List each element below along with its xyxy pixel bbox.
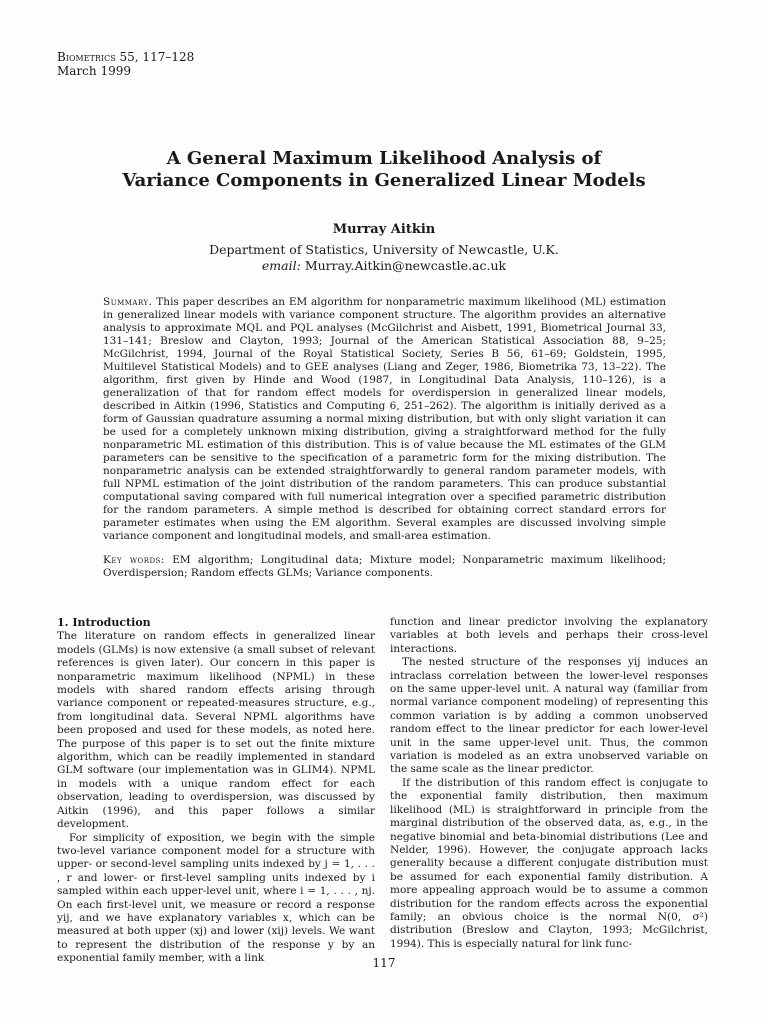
volume-pages: 55, 117–128	[119, 50, 195, 64]
title-line-2: Variance Components in Generalized Linear Models	[122, 170, 646, 191]
paper-title	[100, 148, 668, 192]
section-heading: 1. Introduction	[57, 616, 151, 629]
summary-label: Summary.	[103, 296, 153, 308]
email-label: email:	[261, 258, 301, 273]
author-name: Murray Aitkin	[332, 222, 436, 237]
journal-name: Biometrics	[57, 50, 116, 64]
keywords-label: Key words:	[103, 554, 165, 566]
journal-header	[57, 50, 194, 78]
right-paragraph-1: function and linear predictor involving the explanatory variables at both levels and perhaps their cross-level interactions.	[390, 616, 708, 655]
affiliation-block	[0, 242, 768, 274]
left-column	[57, 616, 375, 966]
affiliation: Department of Statistics, University of Newcastle, U.K.	[209, 242, 559, 257]
left-paragraph-1: The literature on random effects in generalized linear models (GLMs) is now extensive (a small subset of relevant references is given later). Our concern in this paper is nonparametric maximum likelihood (NPML) in these models with shared random effects arising through variance component or repeated-measures structure, e.g., from longitudinal data. Several NPML algorithms have been proposed and used for these models, as noted here. The purpose of this paper is to set out the finite mixture algorithm, which can be readily implemented in standard GLM software (our implementation was in GLIM4). NPML in models with a unique random effect for each observation, leading to overdispersion, was discussed by Aitkin (1996), and this paper follows a similar development.	[57, 630, 375, 831]
issue-date: March 1999	[57, 64, 131, 78]
summary-abstract	[103, 296, 666, 543]
right-column	[390, 616, 708, 951]
page-number: 117	[372, 956, 396, 970]
summary-text: This paper describes an EM algorithm for nonparametric maximum likelihood (ML) estimation in generalized linear models with variance component structure. The algorithm provides an alternative analysis to approximate MQL and PQL analyses (McGilchrist and Aisbett, 1991, Biometrical Journal 33, 131–141; Breslow and Clayton, 1993; Journal of the American Statistical Association 88, 9–25; McGilchrist, 1994, Journal of the Royal Statistical Society, Series B 56, 61–69; Goldstein, 1995, Multilevel Statistical Models) and to GEE analyses (Liang and Zeger, 1986, Biometrika 73, 13–22). The algorithm, first given by Hinde and Wood (1987, in Longitudinal Data Analysis, 110–126), is a generalization of that for random effect models for overdispersion in generalized linear models, described in Aitkin (1996, Statistics and Computing 6, 251–262). The algorithm is initially derived as a form of Gaussian quadrature assuming a normal mixing distribution, but with only slight variation it can be used for a completely unknown mixing distribution, giving a straightforward method for the fully nonparametric ML estimation of this distribution. This is of value because the ML estimates of the GLM parameters can be sensitive to the specification of a parametric form for the mixing distribution. The nonparametric analysis can be extended straightforwardly to general random parameter models, with full NPML estimation of the joint distribution of the random parameters. This can produce substantial computational saving compared with full numerical integration over a specified parametric distribution for the random parameters. A simple method is described for obtaining correct standard errors for parameter estimates when using the EM algorithm. Several examples are discussed involving simple variance component and longitudinal models, and small-area estimation.	[103, 296, 667, 542]
title-line-1: A General Maximum Likelihood Analysis of	[166, 148, 602, 169]
email-address: Murray.Aitkin@newcastle.ac.uk	[304, 258, 507, 273]
keywords	[103, 554, 666, 580]
right-paragraph-3: If the distribution of this random effect is conjugate to the exponential family distribution, then maximum likelihood (ML) is straightforward in principle from the marginal distribution of the observed data, as, e.g., in the negative binomial and beta-binomial distributions (Lee and Nelder, 1996). However, the conjugate approach lacks generality because a different conjugate distribution must be assumed for each exponential family distribution. A more appealing approach would be to assume a common distribution for the random effects across the exponential family; an obvious choice is the normal N(0, σ²) distribution (Breslow and Clayton, 1993; McGilchrist, 1994). This is especially natural for link func-	[390, 776, 708, 950]
keywords-text: EM algorithm; Longitudinal data; Mixture model; Nonparametric maximum likelihood; Overdispersion; Random effects GLMs; Variance components.	[103, 554, 667, 579]
left-paragraph-2: For simplicity of exposition, we begin with the simple two-level variance component model for a structure with upper- or second-level sampling units indexed by j = 1, . . . , r and lower- or first-level sampling units indexed by i sampled within each upper-level unit, where i = 1, . . . , nj. On each first-level unit, we measure or record a response yij, and we have explanatory variables x, which can be measured at both upper (xj) and lower (xij) levels. We want to represent the distribution of the response y by an exponential family member, with a link	[57, 831, 375, 965]
right-paragraph-2: The nested structure of the responses yij induces an intraclass correlation between the lower-level responses on the same upper-level unit. A natural way (familiar from normal variance component modeling) of representing this common variation is by adding a common unobserved random effect to the linear predictor for each lower-level unit in the same upper-level unit. Thus, the common variation is modeled as an extra unobserved variable on the same scale as the linear predictor.	[390, 656, 708, 776]
